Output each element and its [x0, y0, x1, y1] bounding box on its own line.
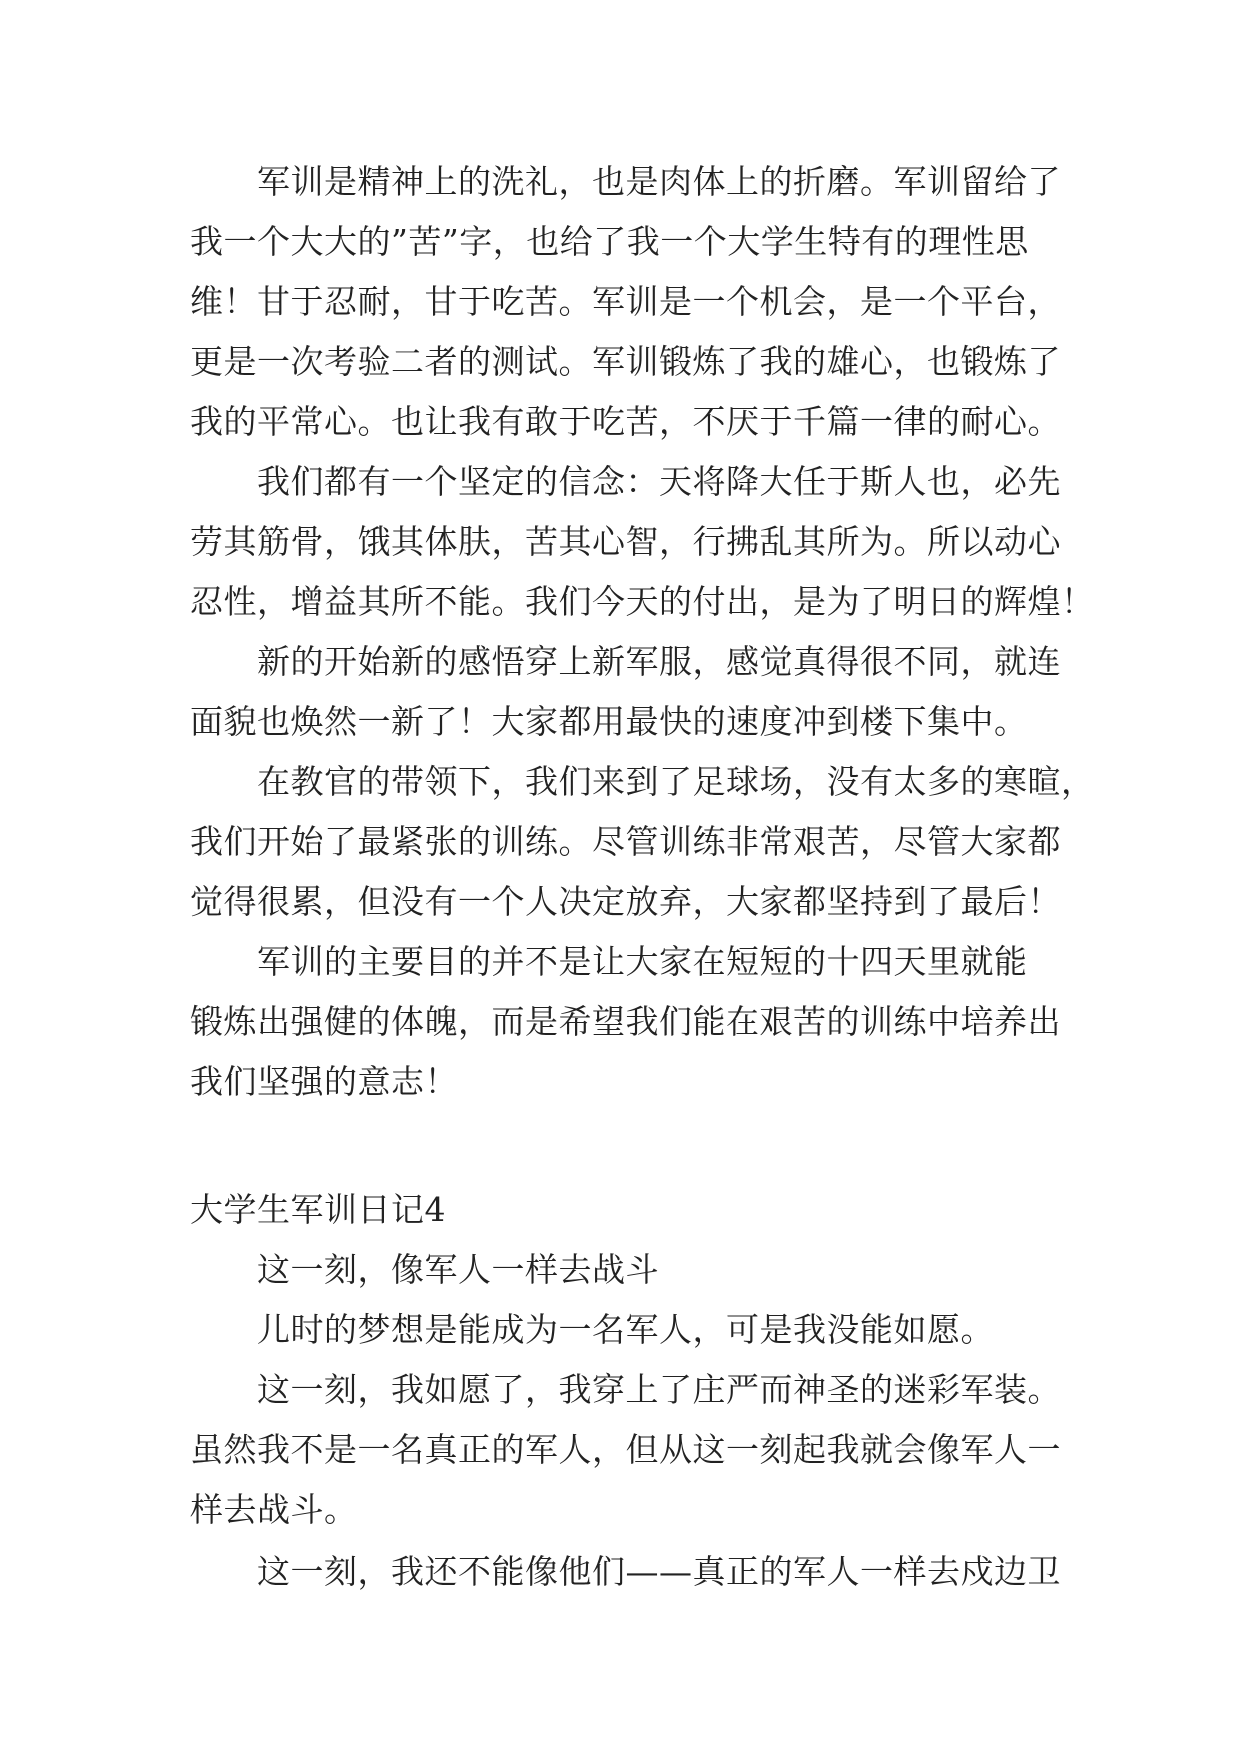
paragraph-line: 我们开始了最紧张的训练。尽管训练非常艰苦，尽管大家都: [190, 822, 1061, 861]
paragraph-line: 我们都有一个坚定的信念：天将降大任于斯人也，必先: [257, 462, 1061, 501]
section-heading: 大学生军训日记4: [190, 1190, 446, 1229]
paragraph-line: 这一刻，我还不能像他们——真正的军人一样去戍边卫: [257, 1552, 1061, 1591]
paragraph-line: 忍性，增益其所不能。我们今天的付出，是为了明日的辉煌！: [190, 582, 1095, 621]
paragraph-line: 面貌也焕然一新了！大家都用最快的速度冲到楼下集中。: [190, 702, 1028, 741]
paragraph-line: 在教官的带领下，我们来到了足球场，没有太多的寒暄，: [257, 762, 1095, 801]
paragraph-line: 我的平常心。也让我有敢于吃苦，不厌于千篇一律的耐心。: [190, 402, 1061, 441]
paragraph-line: 锻炼出强健的体魄，而是希望我们能在艰苦的训练中培养出: [190, 1002, 1061, 1041]
paragraph-line: 更是一次考验二者的测试。军训锻炼了我的雄心，也锻炼了: [190, 342, 1061, 381]
paragraph-line: 觉得很累，但没有一个人决定放弃，大家都坚持到了最后！: [190, 882, 1061, 921]
paragraph-line: 我一个大大的”苦”字，也给了我一个大学生特有的理性思: [190, 222, 1029, 261]
paragraph-line: 劳其筋骨，饿其体肤，苦其心智，行拂乱其所为。所以动心: [190, 522, 1061, 561]
paragraph-line: 虽然我不是一名真正的军人，但从这一刻起我就会像军人一: [190, 1430, 1061, 1469]
paragraph-line: 这一刻，我如愿了，我穿上了庄严而神圣的迷彩军装。: [257, 1370, 1061, 1409]
section-subtitle: 这一刻，像军人一样去战斗: [257, 1250, 659, 1289]
paragraph-line: 我们坚强的意志！: [190, 1062, 458, 1101]
paragraph-line: 军训的主要目的并不是让大家在短短的十四天里就能: [257, 942, 1028, 981]
paragraph-line: 儿时的梦想是能成为一名军人，可是我没能如愿。: [257, 1310, 994, 1349]
paragraph-line: 维！甘于忍耐，甘于吃苦。军训是一个机会，是一个平台，: [190, 282, 1061, 321]
paragraph-line: 新的开始新的感悟穿上新军服，感觉真得很不同，就连: [257, 642, 1061, 681]
paragraph-line: 军训是精神上的洗礼，也是肉体上的折磨。军训留给了: [257, 162, 1061, 201]
paragraph-line: 样去战斗。: [190, 1490, 358, 1529]
